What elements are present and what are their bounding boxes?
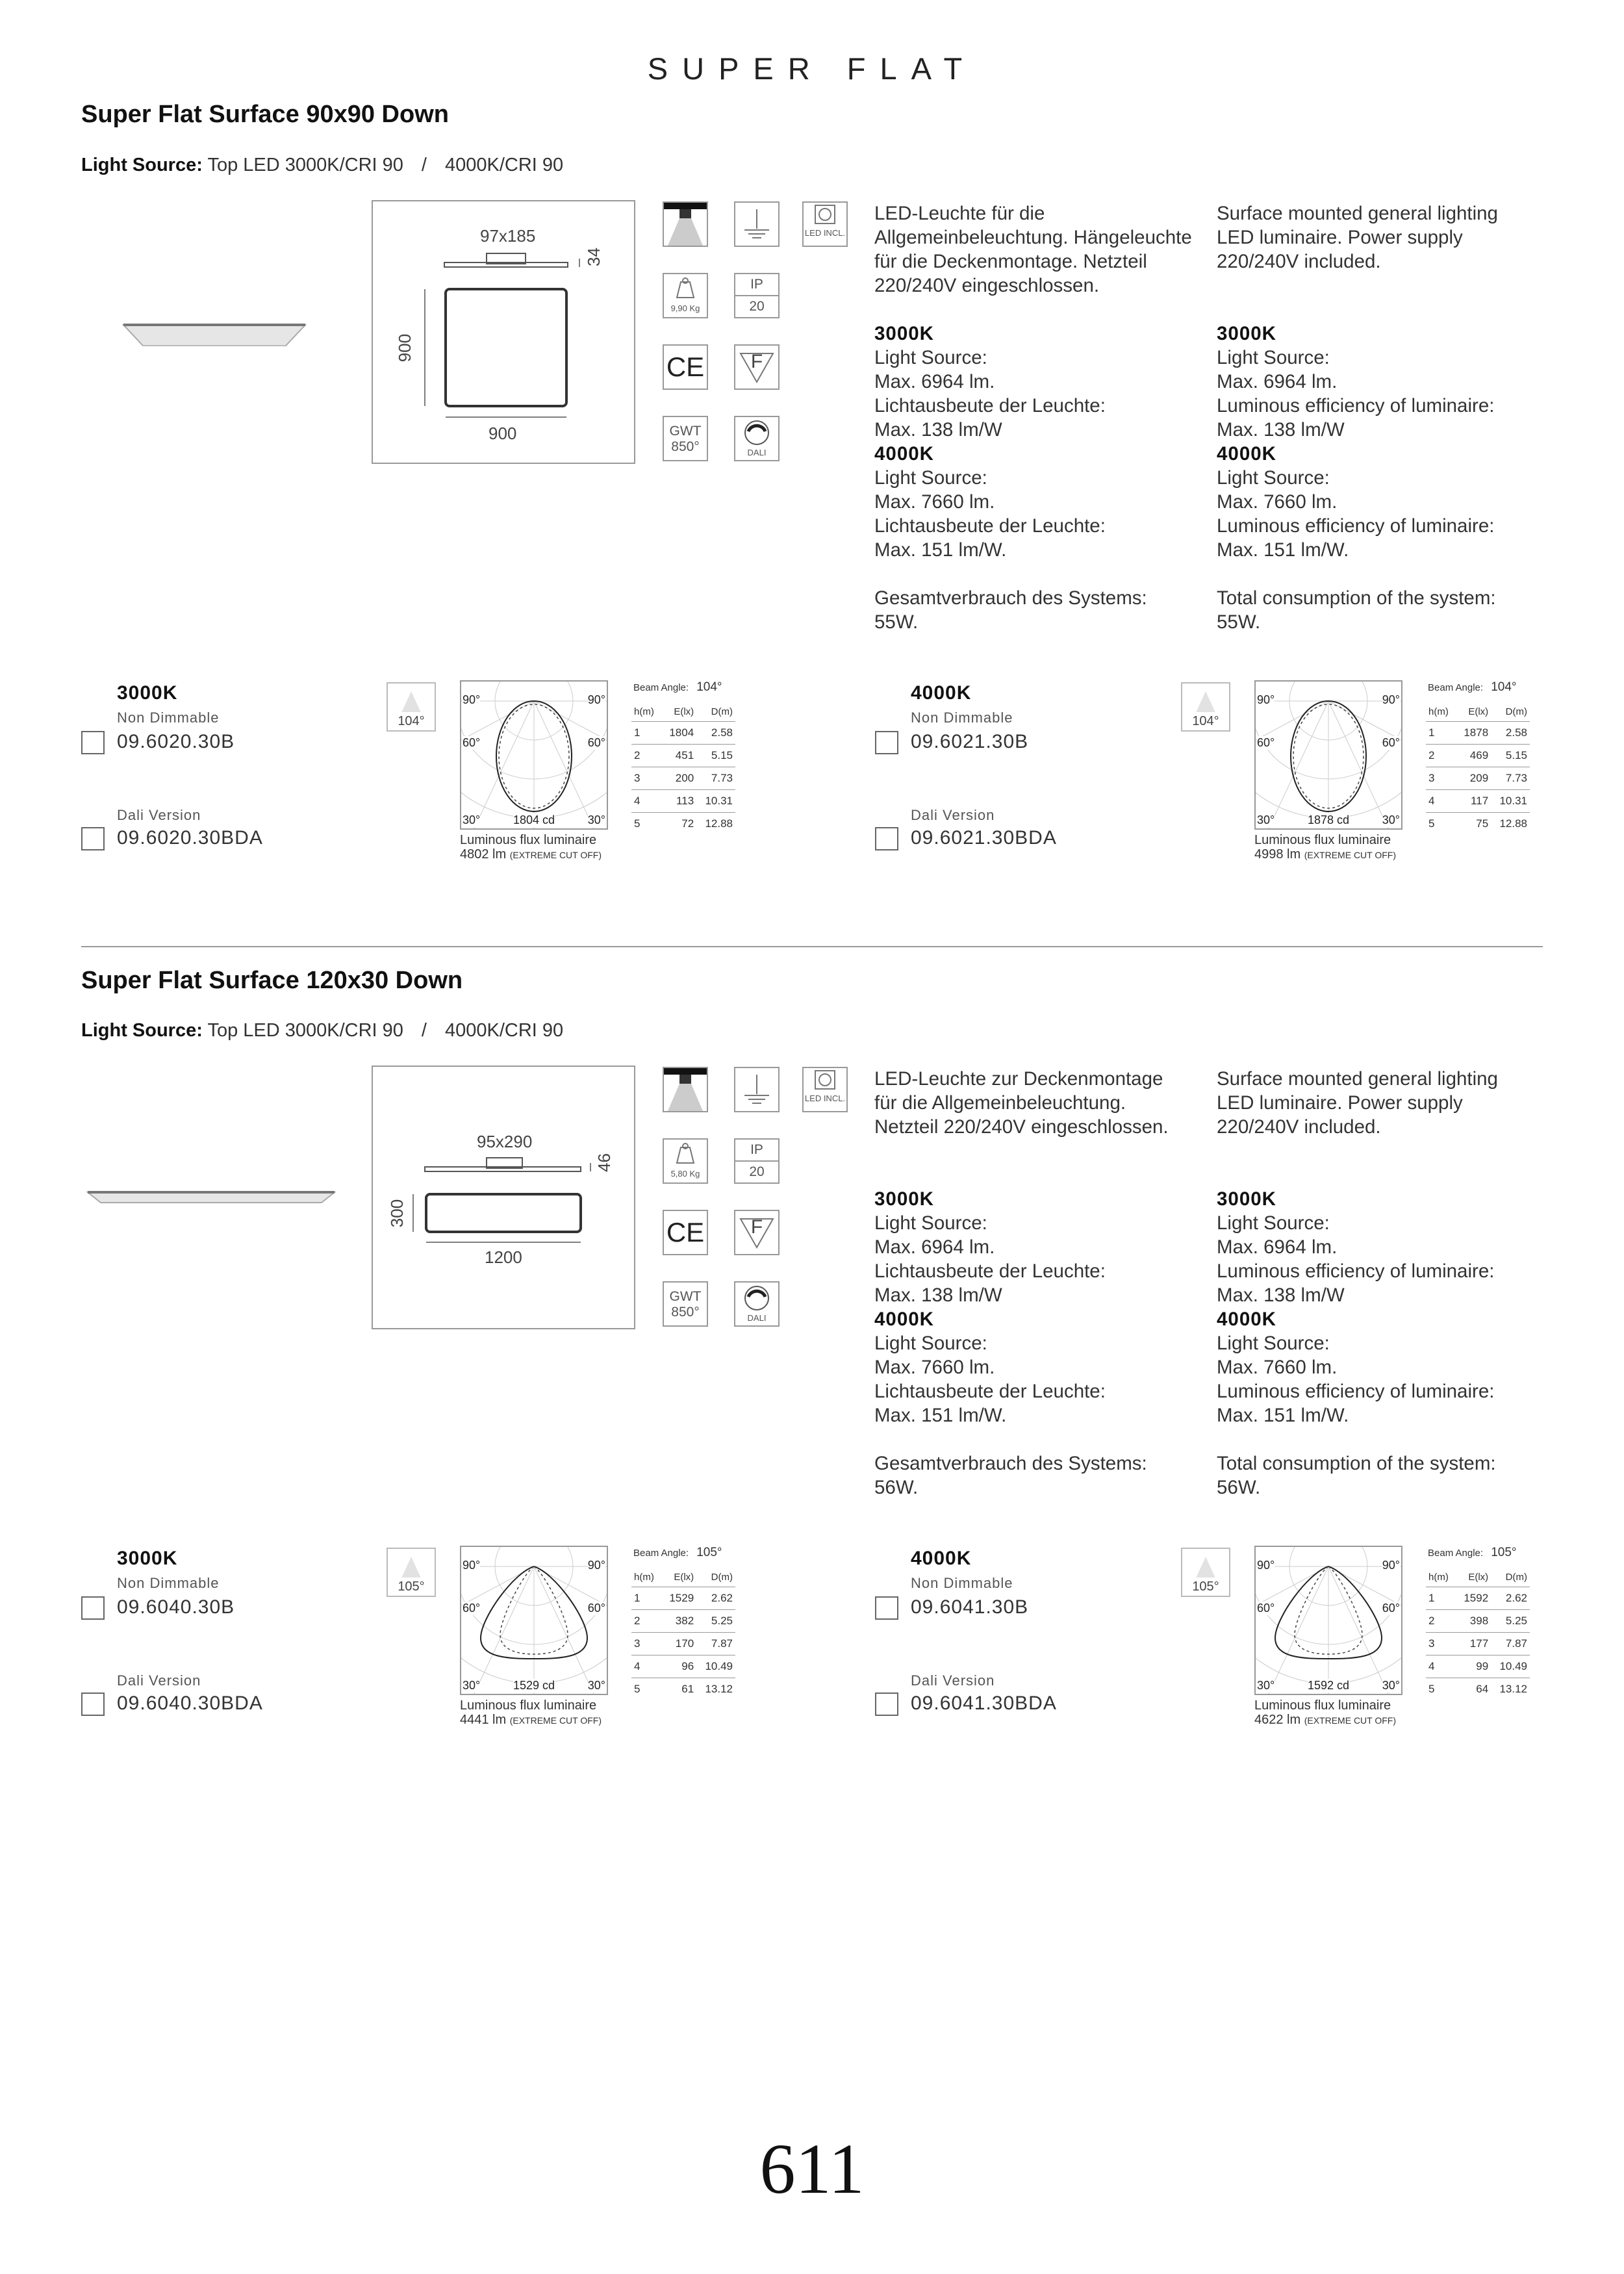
non-dimmable-label: Non Dimmable bbox=[117, 709, 220, 726]
depth-dimension: 900 bbox=[395, 333, 415, 363]
cell: 5 bbox=[634, 817, 641, 830]
cell: 177 bbox=[1469, 1637, 1489, 1650]
cell: 209 bbox=[1469, 772, 1489, 784]
cell: 3 bbox=[634, 772, 641, 784]
cell: 2 bbox=[1428, 1615, 1435, 1627]
luminous-flux bbox=[1254, 1698, 1396, 1728]
non-dimmable-label: Non Dimmable bbox=[911, 1575, 1013, 1591]
desc-en-4000k-line: Max. 151 lm/W. bbox=[1217, 1405, 1349, 1426]
beam-angle-value: 104° bbox=[696, 680, 722, 694]
desc-de-3000k-line: Light Source: bbox=[874, 1212, 987, 1234]
polar-diagram bbox=[460, 1546, 608, 1695]
article-code: 09.6040.30B bbox=[117, 1596, 235, 1618]
desc-de-3000k-line: Max. 6964 lm. bbox=[874, 1236, 995, 1258]
order-checkbox-dali[interactable] bbox=[875, 827, 898, 850]
desc-en-3000k-line: Light Source: bbox=[1217, 347, 1330, 368]
beam-angle-line bbox=[1428, 1546, 1517, 1560]
desc-en-4000k-line: Max. 151 lm/W. bbox=[1217, 539, 1349, 561]
col-header: D(m) bbox=[711, 1571, 733, 1583]
height-dimension: 46 bbox=[594, 1153, 614, 1172]
desc-de-total-value: 55W. bbox=[874, 611, 919, 633]
desc-de-4000k-line: Lichtausbeute der Leuchte: bbox=[874, 515, 1106, 537]
non-dimmable-label: Non Dimmable bbox=[911, 709, 1013, 726]
variant-title: 3000K bbox=[117, 682, 178, 704]
col-header: h(m) bbox=[1428, 706, 1449, 717]
cell: 382 bbox=[675, 1615, 694, 1627]
polar-label-30-left: 30° bbox=[1257, 1679, 1275, 1692]
light-source-value: Top LED 3000K/CRI 90 bbox=[207, 155, 403, 175]
cell: 4 bbox=[634, 1660, 641, 1672]
candela-value: 1592 cd bbox=[1308, 1679, 1350, 1692]
light-source-line bbox=[81, 155, 563, 176]
desc-en-3000k-line: Max. 6964 lm. bbox=[1217, 371, 1338, 392]
desc-en-3000k-line: Luminous efficiency of luminaire: bbox=[1217, 395, 1495, 416]
desc-de-4000k-line: Max. 151 lm/W. bbox=[874, 539, 1007, 561]
polar-diagram bbox=[1254, 1546, 1402, 1695]
desc-de-3000k-line: Lichtausbeute der Leuchte: bbox=[874, 395, 1106, 416]
order-checkbox-dali[interactable] bbox=[81, 1693, 105, 1716]
polar-label-60-right: 60° bbox=[587, 1602, 605, 1615]
desc-en-3000k-line: Luminous efficiency of luminaire: bbox=[1217, 1260, 1495, 1282]
article-code: 09.6041.30B bbox=[911, 1596, 1029, 1618]
col-header: E(lx) bbox=[674, 1571, 694, 1583]
beam-thumbnail-label: 104° bbox=[387, 712, 436, 732]
desc-de-3000k-heading: 3000K bbox=[874, 1188, 934, 1210]
desc-de-3000k-line: Lichtausbeute der Leuchte: bbox=[874, 1260, 1106, 1282]
polar-label-30-right: 30° bbox=[587, 813, 605, 826]
ip-value: 20 bbox=[735, 295, 778, 314]
desc-en-total-value: 55W. bbox=[1217, 611, 1261, 633]
cell: 1 bbox=[634, 726, 641, 739]
variant-title: 4000K bbox=[911, 682, 972, 704]
variant-title: 3000K bbox=[117, 1548, 178, 1569]
desc-de-4000k-line: Lichtausbeute der Leuchte: bbox=[874, 1381, 1106, 1402]
col-header: E(lx) bbox=[1468, 706, 1489, 717]
polar-label-30-right: 30° bbox=[1382, 813, 1400, 826]
illuminance-table bbox=[1426, 702, 1530, 835]
polar-label-90-right: 90° bbox=[587, 1559, 605, 1572]
beam-thumbnail-label: 105° bbox=[387, 1578, 436, 1597]
cell: 2 bbox=[1428, 749, 1435, 761]
cell: 200 bbox=[675, 772, 694, 784]
led-included-icon bbox=[802, 1067, 848, 1112]
desc-en-intro-2: LED luminaire. Power supply bbox=[1217, 1092, 1463, 1114]
desc-de-intro-1: LED-Leuchte für die bbox=[874, 203, 1045, 224]
desc-de-3000k-line: Max. 138 lm/W bbox=[874, 1284, 1002, 1306]
polar-diagram bbox=[460, 680, 608, 830]
cell: 10.31 bbox=[1499, 795, 1527, 807]
canopy-dimension: 97x185 bbox=[480, 226, 536, 246]
dali-version-label: Dali Version bbox=[117, 807, 201, 823]
dali-version-label: Dali Version bbox=[911, 1672, 995, 1689]
ce-mark-icon: CE bbox=[663, 1210, 708, 1255]
polar-label-90-left: 90° bbox=[1257, 693, 1275, 706]
desc-en-4000k-heading: 4000K bbox=[1217, 443, 1276, 465]
product-title: Super Flat Surface 90x90 Down bbox=[81, 101, 449, 128]
light-source-line bbox=[81, 1020, 563, 1041]
desc-de-3000k-line: Light Source: bbox=[874, 347, 987, 368]
cell: 398 bbox=[1469, 1615, 1489, 1627]
cell: 2.62 bbox=[1505, 1592, 1527, 1604]
polar-label-30-right: 30° bbox=[587, 1679, 605, 1692]
cell: 2 bbox=[634, 749, 641, 761]
desc-de-4000k-line: Light Source: bbox=[874, 467, 987, 489]
candela-value: 1804 cd bbox=[513, 813, 555, 826]
cell: 2 bbox=[634, 1615, 641, 1627]
polar-label-60-left: 60° bbox=[1257, 1602, 1275, 1615]
dali-icon bbox=[734, 1281, 780, 1327]
beam-angle-line bbox=[633, 1546, 722, 1560]
cut-off-note: (EXTREME CUT OFF) bbox=[1304, 850, 1397, 860]
cell: 4 bbox=[634, 795, 641, 807]
desc-en-4000k-line: Luminous efficiency of luminaire: bbox=[1217, 1381, 1495, 1402]
desc-de-total-value: 56W. bbox=[874, 1477, 919, 1498]
cell: 64 bbox=[1476, 1683, 1489, 1695]
description-english bbox=[1217, 1067, 1554, 1500]
cell: 3 bbox=[634, 1637, 641, 1650]
weight-value: 5,80 Kg bbox=[670, 1169, 700, 1179]
cell: 1 bbox=[1428, 1592, 1435, 1604]
ip-label: IP bbox=[750, 277, 763, 292]
light-source-label: Light Source: bbox=[81, 155, 203, 175]
candela-value: 1878 cd bbox=[1308, 813, 1350, 826]
cell: 99 bbox=[1476, 1660, 1489, 1672]
beam-angle-label: Beam Angle: bbox=[1428, 682, 1484, 693]
cell: 75 bbox=[1476, 817, 1489, 830]
desc-en-4000k-line: Max. 7660 lm. bbox=[1217, 491, 1338, 513]
desc-de-3000k-line: Max. 138 lm/W bbox=[874, 419, 1002, 441]
cell: 13.12 bbox=[705, 1683, 733, 1695]
luminous-flux bbox=[460, 833, 602, 862]
technical-drawing bbox=[372, 200, 635, 464]
order-checkbox[interactable] bbox=[81, 731, 105, 754]
cell: 117 bbox=[1471, 795, 1489, 807]
cell: 170 bbox=[675, 1637, 694, 1650]
polar-label-30-left: 30° bbox=[463, 1679, 481, 1692]
cell: 13.12 bbox=[1499, 1683, 1527, 1695]
desc-en-intro-3: 220/240V included. bbox=[1217, 251, 1381, 272]
light-source-label: Light Source: bbox=[81, 1020, 203, 1041]
cell: 5.15 bbox=[1505, 749, 1527, 761]
cell: 4 bbox=[1428, 1660, 1435, 1672]
beam-angle-label: Beam Angle: bbox=[633, 682, 689, 693]
cell: 1 bbox=[634, 1592, 641, 1604]
desc-en-4000k-line: Luminous efficiency of luminaire: bbox=[1217, 515, 1495, 537]
gwt-label: GWT bbox=[669, 1289, 702, 1304]
height-dimension: 34 bbox=[583, 248, 603, 266]
polar-label-30-left: 30° bbox=[1257, 813, 1275, 826]
cell: 5 bbox=[634, 1683, 641, 1695]
luminous-flux-value: 4441 lm bbox=[460, 1713, 507, 1727]
luminous-flux-label: Luminous flux luminaire bbox=[460, 1698, 597, 1713]
led-included-label: LED INCL. bbox=[804, 228, 846, 238]
order-checkbox[interactable] bbox=[875, 1596, 898, 1620]
col-header: D(m) bbox=[1505, 1571, 1527, 1583]
luminous-flux bbox=[460, 1698, 602, 1728]
light-source-separator: / bbox=[421, 1020, 427, 1041]
gwt-temp: 850° bbox=[671, 439, 700, 454]
desc-de-total: Gesamtverbrauch des Systems: bbox=[874, 587, 1147, 609]
desc-de-4000k-line: Max. 7660 lm. bbox=[874, 491, 995, 513]
cell: 1 bbox=[1428, 726, 1435, 739]
cell: 5 bbox=[1428, 817, 1435, 830]
desc-de-intro-3: für die Deckenmontage. Netzteil bbox=[874, 251, 1147, 272]
width-dimension: 1200 bbox=[485, 1247, 522, 1267]
polar-label-90-right: 90° bbox=[587, 693, 605, 706]
illuminance-table bbox=[631, 702, 735, 835]
cell: 12.88 bbox=[1499, 817, 1527, 830]
light-source-value: Top LED 3000K/CRI 90 bbox=[207, 1020, 403, 1041]
desc-en-3000k-heading: 3000K bbox=[1217, 323, 1276, 344]
cell: 12.88 bbox=[705, 817, 733, 830]
order-checkbox-dali[interactable] bbox=[875, 1693, 898, 1716]
desc-en-4000k-heading: 4000K bbox=[1217, 1309, 1276, 1330]
cell: 10.31 bbox=[705, 795, 733, 807]
desc-de-4000k-line: Max. 7660 lm. bbox=[874, 1357, 995, 1378]
col-header: D(m) bbox=[1505, 706, 1527, 717]
cell: 4 bbox=[1428, 795, 1435, 807]
cell: 72 bbox=[681, 817, 694, 830]
cell: 113 bbox=[676, 795, 694, 807]
cell: 7.87 bbox=[711, 1637, 733, 1650]
gwt-icon bbox=[663, 416, 708, 461]
luminous-flux-value: 4998 lm bbox=[1254, 847, 1301, 862]
order-checkbox-dali[interactable] bbox=[81, 827, 105, 850]
f-mark-label: F bbox=[750, 1216, 763, 1238]
col-header: D(m) bbox=[711, 706, 733, 717]
desc-en-total-value: 56W. bbox=[1217, 1477, 1261, 1498]
desc-en-intro-1: Surface mounted general lighting bbox=[1217, 1068, 1498, 1090]
polar-label-30-left: 30° bbox=[463, 813, 481, 826]
desc-de-4000k-line: Max. 151 lm/W. bbox=[874, 1405, 1007, 1426]
weight-icon bbox=[663, 1138, 708, 1184]
led-included-label: LED INCL. bbox=[804, 1093, 846, 1103]
polar-label-60-left: 60° bbox=[463, 736, 481, 749]
article-code: 09.6021.30B bbox=[911, 731, 1029, 752]
description-german bbox=[874, 201, 1212, 634]
desc-en-4000k-line: Max. 7660 lm. bbox=[1217, 1357, 1338, 1378]
cell: 10.49 bbox=[1499, 1660, 1527, 1672]
luminous-flux-value: 4622 lm bbox=[1254, 1713, 1301, 1727]
desc-en-intro-3: 220/240V included. bbox=[1217, 1116, 1381, 1138]
desc-en-3000k-line: Max. 138 lm/W bbox=[1217, 419, 1345, 441]
ip-label: IP bbox=[750, 1142, 763, 1157]
cut-off-note: (EXTREME CUT OFF) bbox=[509, 1715, 602, 1726]
cell: 5.25 bbox=[1505, 1615, 1527, 1627]
col-header: E(lx) bbox=[674, 706, 694, 717]
cell: 5.25 bbox=[711, 1615, 733, 1627]
beam-angle-value: 105° bbox=[1491, 1546, 1517, 1559]
candela-value: 1529 cd bbox=[513, 1679, 555, 1692]
illuminance-table bbox=[1426, 1567, 1530, 1700]
ip-rating-icon bbox=[734, 1138, 780, 1184]
non-dimmable-label: Non Dimmable bbox=[117, 1575, 220, 1591]
article-code-dali: 09.6041.30BDA bbox=[911, 1693, 1057, 1714]
cut-off-note: (EXTREME CUT OFF) bbox=[509, 850, 602, 860]
weight-icon bbox=[663, 273, 708, 318]
light-source-alt: 4000K/CRI 90 bbox=[444, 1020, 564, 1041]
section-divider bbox=[81, 946, 1543, 947]
page-header: SUPER FLAT bbox=[647, 51, 977, 86]
desc-en-intro-1: Surface mounted general lighting bbox=[1217, 203, 1498, 224]
polar-label-60-left: 60° bbox=[463, 1602, 481, 1615]
light-source-separator: / bbox=[421, 155, 427, 175]
polar-label-30-right: 30° bbox=[1382, 1679, 1400, 1692]
col-header: E(lx) bbox=[1468, 1571, 1489, 1583]
desc-de-intro-3: Netzteil 220/240V eingeschlossen. bbox=[874, 1116, 1169, 1138]
polar-label-90-right: 90° bbox=[1382, 693, 1400, 706]
desc-en-total: Total consumption of the system: bbox=[1217, 1453, 1496, 1474]
luminous-flux-value: 4802 lm bbox=[460, 847, 507, 862]
luminous-flux-label: Luminous flux luminaire bbox=[1254, 833, 1391, 847]
product-photo bbox=[84, 1186, 338, 1212]
weight-value: 9,90 Kg bbox=[670, 303, 700, 313]
width-dimension: 900 bbox=[488, 424, 517, 443]
f-mark-icon bbox=[734, 344, 780, 390]
desc-en-4000k-line: Light Source: bbox=[1217, 467, 1330, 489]
polar-label-90-left: 90° bbox=[463, 693, 481, 706]
luminous-flux-label: Luminous flux luminaire bbox=[460, 833, 597, 847]
variant-title: 4000K bbox=[911, 1548, 972, 1569]
order-checkbox[interactable] bbox=[81, 1596, 105, 1620]
cell: 2.58 bbox=[1505, 726, 1527, 739]
polar-label-60-right: 60° bbox=[1382, 736, 1400, 749]
dali-icon bbox=[734, 416, 780, 461]
cell: 7.87 bbox=[1505, 1637, 1527, 1650]
dali-label: DALI bbox=[747, 448, 767, 457]
desc-de-intro-1: LED-Leuchte zur Deckenmontage bbox=[874, 1068, 1163, 1090]
desc-de-3000k-heading: 3000K bbox=[874, 323, 934, 344]
cell: 61 bbox=[681, 1683, 694, 1695]
canopy-dimension: 95x290 bbox=[477, 1132, 533, 1151]
desc-de-intro-2: Allgemeinbeleuchtung. Hängeleuchte bbox=[874, 227, 1192, 248]
cell: 1592 bbox=[1464, 1592, 1489, 1604]
desc-en-total: Total consumption of the system: bbox=[1217, 587, 1496, 609]
polar-diagram bbox=[1254, 680, 1402, 830]
cell: 96 bbox=[681, 1660, 694, 1672]
cell: 469 bbox=[1469, 749, 1489, 761]
gwt-label: GWT bbox=[669, 424, 702, 439]
desc-de-intro-4: 220/240V eingeschlossen. bbox=[874, 275, 1100, 296]
beam-thumbnail-label: 105° bbox=[1181, 1578, 1230, 1597]
description-english bbox=[1217, 201, 1554, 634]
article-code: 09.6020.30B bbox=[117, 731, 235, 752]
ceiling-mount-icon bbox=[734, 1067, 780, 1112]
beam-angle-line bbox=[1428, 680, 1517, 695]
cell: 1529 bbox=[669, 1592, 694, 1604]
desc-de-4000k-heading: 4000K bbox=[874, 443, 934, 465]
gwt-icon bbox=[663, 1281, 708, 1327]
gwt-temp: 850° bbox=[671, 1305, 700, 1320]
col-header: h(m) bbox=[1428, 1571, 1449, 1583]
cell: 5 bbox=[1428, 1683, 1435, 1695]
cell: 1804 bbox=[669, 726, 694, 739]
luminous-flux-label: Luminous flux luminaire bbox=[1254, 1698, 1391, 1713]
polar-label-60-right: 60° bbox=[1382, 1602, 1400, 1615]
description-german bbox=[874, 1067, 1212, 1500]
beam-angle-value: 105° bbox=[696, 1546, 722, 1559]
cell: 10.49 bbox=[705, 1660, 733, 1672]
cell: 2.62 bbox=[711, 1592, 733, 1604]
polar-label-60-right: 60° bbox=[587, 736, 605, 749]
f-mark-icon bbox=[734, 1210, 780, 1255]
desc-en-3000k-line: Max. 6964 lm. bbox=[1217, 1236, 1338, 1258]
beam-thumbnail-label: 104° bbox=[1181, 712, 1230, 732]
cell: 5.15 bbox=[711, 749, 733, 761]
ceiling-mount-icon bbox=[734, 201, 780, 247]
ip-rating-icon bbox=[734, 273, 780, 318]
polar-label-90-left: 90° bbox=[463, 1559, 481, 1572]
technical-drawing bbox=[372, 1066, 635, 1329]
article-code-dali: 09.6021.30BDA bbox=[911, 827, 1057, 849]
desc-de-4000k-heading: 4000K bbox=[874, 1309, 934, 1330]
beam-angle-value: 104° bbox=[1491, 680, 1517, 694]
cell: 2.58 bbox=[711, 726, 733, 739]
dali-version-label: Dali Version bbox=[117, 1672, 201, 1689]
luminous-flux bbox=[1254, 833, 1396, 862]
cell: 7.73 bbox=[1505, 772, 1527, 784]
cell: 3 bbox=[1428, 772, 1435, 784]
depth-dimension: 300 bbox=[387, 1199, 407, 1228]
desc-en-3000k-line: Max. 138 lm/W bbox=[1217, 1284, 1345, 1306]
desc-de-intro-2: für die Allgemeinbeleuchtung. bbox=[874, 1092, 1126, 1114]
beam-angle-label: Beam Angle: bbox=[633, 1548, 689, 1559]
dali-version-label: Dali Version bbox=[911, 807, 995, 823]
desc-de-4000k-line: Light Source: bbox=[874, 1333, 987, 1354]
light-source-alt: 4000K/CRI 90 bbox=[444, 155, 564, 175]
beam-angle-label: Beam Angle: bbox=[1428, 1548, 1484, 1559]
led-included-icon bbox=[802, 201, 848, 247]
surface-mount-icon bbox=[663, 201, 708, 247]
beam-angle-line bbox=[633, 680, 722, 695]
page-number: 611 bbox=[759, 2129, 865, 2208]
polar-label-90-left: 90° bbox=[1257, 1559, 1275, 1572]
col-header: h(m) bbox=[634, 1571, 654, 1583]
cell: 451 bbox=[675, 749, 694, 761]
article-code-dali: 09.6020.30BDA bbox=[117, 827, 263, 849]
dali-label: DALI bbox=[747, 1313, 767, 1323]
desc-de-3000k-line: Max. 6964 lm. bbox=[874, 371, 995, 392]
ip-value: 20 bbox=[735, 1160, 778, 1180]
col-header: h(m) bbox=[634, 706, 654, 717]
ce-mark-icon: CE bbox=[663, 344, 708, 390]
surface-mount-icon bbox=[663, 1067, 708, 1112]
desc-en-4000k-line: Light Source: bbox=[1217, 1333, 1330, 1354]
polar-label-90-right: 90° bbox=[1382, 1559, 1400, 1572]
polar-label-60-left: 60° bbox=[1257, 736, 1275, 749]
cut-off-note: (EXTREME CUT OFF) bbox=[1304, 1715, 1397, 1726]
product-title: Super Flat Surface 120x30 Down bbox=[81, 967, 463, 994]
article-code-dali: 09.6040.30BDA bbox=[117, 1693, 263, 1714]
cell: 1878 bbox=[1464, 726, 1489, 739]
cell: 7.73 bbox=[711, 772, 733, 784]
desc-en-intro-2: LED luminaire. Power supply bbox=[1217, 227, 1463, 248]
desc-en-3000k-heading: 3000K bbox=[1217, 1188, 1276, 1210]
desc-de-total: Gesamtverbrauch des Systems: bbox=[874, 1453, 1147, 1474]
desc-en-3000k-line: Light Source: bbox=[1217, 1212, 1330, 1234]
illuminance-table bbox=[631, 1567, 735, 1700]
f-mark-label: F bbox=[750, 351, 763, 372]
order-checkbox[interactable] bbox=[875, 731, 898, 754]
cell: 3 bbox=[1428, 1637, 1435, 1650]
product-photo bbox=[117, 312, 312, 357]
